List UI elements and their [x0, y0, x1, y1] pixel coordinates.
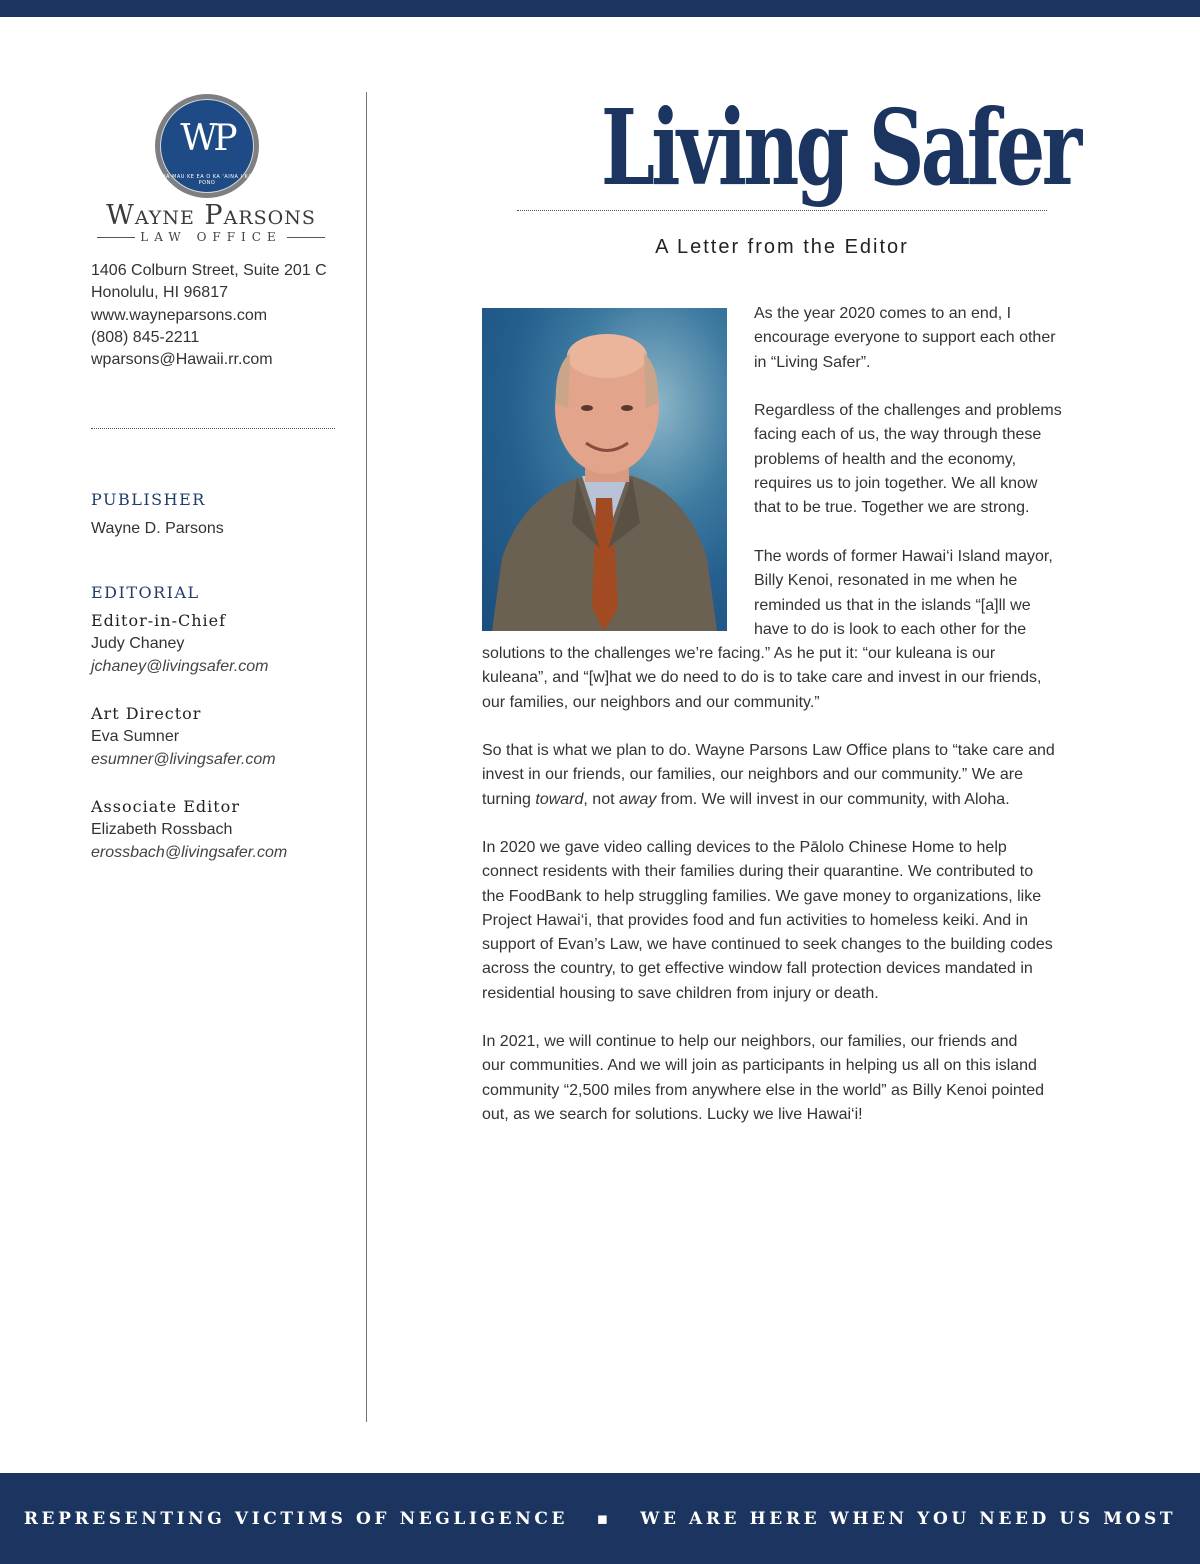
masthead-title: Living Safer [600, 86, 1079, 209]
text-line: As the year 2020 comes to an end, I [754, 305, 1012, 322]
staff-email-link[interactable]: jchaney@livingsafer.com [91, 658, 269, 675]
text-line: Project Hawai‘i, that provides food and fun activities to homeless keiki. And in [482, 911, 1029, 929]
staff-role: Editor-in-Chief [91, 611, 227, 630]
text-line: in “Living Safer”. [754, 353, 871, 371]
text-line: solutions to the challenges we’re facing.” As he put it: “our kuleana is our [482, 645, 996, 662]
text-line: have to do is look to each other for the [754, 620, 1027, 638]
article-paragraph [482, 1030, 1044, 1127]
top-bar [0, 0, 1200, 17]
article-paragraph [482, 739, 1055, 812]
text-line: Billy Kenoi, resonated in me when he [754, 572, 1018, 590]
article-paragraph [754, 545, 1053, 642]
text-line: Regardless of the challenges and problems [754, 402, 1062, 419]
text-line: our communities. And we will join as participants in helping us all on this island [482, 1057, 1037, 1075]
contact-street: 1406 Colburn Street, Suite 201 C [91, 262, 327, 279]
text-line: residential housing to save children from injury or death. [482, 984, 879, 1002]
text-line: the FoodBank to help struggling families. We gave money to organizations, like [482, 887, 1042, 905]
text-line: encourage everyone to support each other [754, 329, 1056, 347]
logo-monogram: WP [180, 118, 234, 159]
staff-name: Eva Sumner [91, 728, 180, 745]
contact-city: Honolulu, HI 96817 [91, 284, 228, 302]
article-paragraph [482, 836, 1053, 1006]
logo-motto: UA MAU KE EA O KA 'AINA I KA PONO [161, 174, 253, 186]
text-line: kuleana”, and “[w]hat we do need to do is to take care and invest in our friends, [482, 669, 1042, 687]
page-subtitle: A Letter from the Editor [655, 236, 909, 258]
footer-bar [0, 1473, 1200, 1564]
text-line: facing each of us, the way through these [754, 426, 1042, 444]
logo-subtitle: LAW OFFICE [140, 230, 282, 244]
staff-name: Judy Chaney [91, 635, 185, 652]
article-paragraph [754, 399, 1062, 520]
law-office-logo [93, 94, 329, 246]
contact-website-link[interactable]: www.wayneparsons.com [91, 306, 268, 324]
article-paragraph [754, 302, 1056, 375]
emphasis-away: away [618, 790, 657, 808]
publisher-name: Wayne D. Parsons [91, 520, 224, 537]
editor-portrait [482, 308, 727, 631]
article-paragraph [482, 642, 1041, 715]
staff-email-link[interactable]: esumner@livingsafer.com [91, 751, 276, 768]
text-line: The words of former Hawai‘i Island mayor, [754, 548, 1053, 565]
text-line: connect residents with their families during their quarantine. We contributed to [482, 863, 1034, 881]
text-line: invest in our friends, our families, our neighbors and our community.” We are [482, 766, 1023, 784]
publisher-heading: PUBLISHER [91, 490, 206, 509]
contact-email-link[interactable]: wparsons@Hawaii.rr.com [91, 351, 273, 369]
text-line: So that is what we plan to do. Wayne Parsons Law Office plans to “take care and [482, 742, 1055, 759]
column-divider [366, 92, 367, 1422]
text-line: across the country, to get effective window fall protection devices mandated in [482, 960, 1033, 978]
staff-email-link[interactable]: erossbach@livingsafer.com [91, 844, 288, 861]
staff-role: Art Director [91, 704, 202, 723]
logo-rule-right [287, 237, 325, 238]
footer-tagline: REPRESENTING VICTIMS OF NEGLIGENCE ▪ WE ARE HERE WHEN YOU NEED US MOST [23, 1509, 1177, 1529]
text-line: our families, our neighbors and our community.” [482, 693, 820, 711]
emphasis-toward: toward [535, 790, 584, 808]
staff-name: Elizabeth Rossbach [91, 821, 233, 838]
contact-phone: (808) 845-2211 [91, 328, 200, 346]
text-line: In 2021, we will continue to help our neighbors, our families, our friends and [482, 1033, 1018, 1050]
text-line: that to be true. Together we are strong. [754, 499, 1030, 517]
text-line: requires us to join together. We all know [754, 474, 1038, 492]
text-line: out, as we search for solutions. Lucky we live Hawai‘i! [482, 1105, 863, 1123]
seal-icon [155, 94, 259, 198]
logo-name: Wayne Parsons [106, 200, 316, 231]
editorial-heading: EDITORIAL [91, 583, 200, 602]
sidebar-divider [91, 428, 335, 429]
contact-block [91, 260, 327, 371]
masthead [517, 78, 1079, 218]
text-line: problems of health and the economy, [754, 450, 1017, 468]
text-line: In 2020 we gave video calling devices to the Pālolo Chinese Home to help [482, 839, 1007, 856]
text-line: reminded us that in the islands “[a]ll we [754, 596, 1031, 614]
text-line: community “2,500 miles from anywhere else in the world” as Billy Kenoi pointed [482, 1081, 1045, 1099]
masthead-rule [517, 210, 1047, 211]
staff-role: Associate Editor [91, 797, 240, 816]
text-line: support of Evan’s Law, we have continued to seek changes to the building codes [482, 936, 1053, 954]
text-line: turning toward, not away from. We will invest in our community, with Aloha. [482, 790, 1010, 808]
